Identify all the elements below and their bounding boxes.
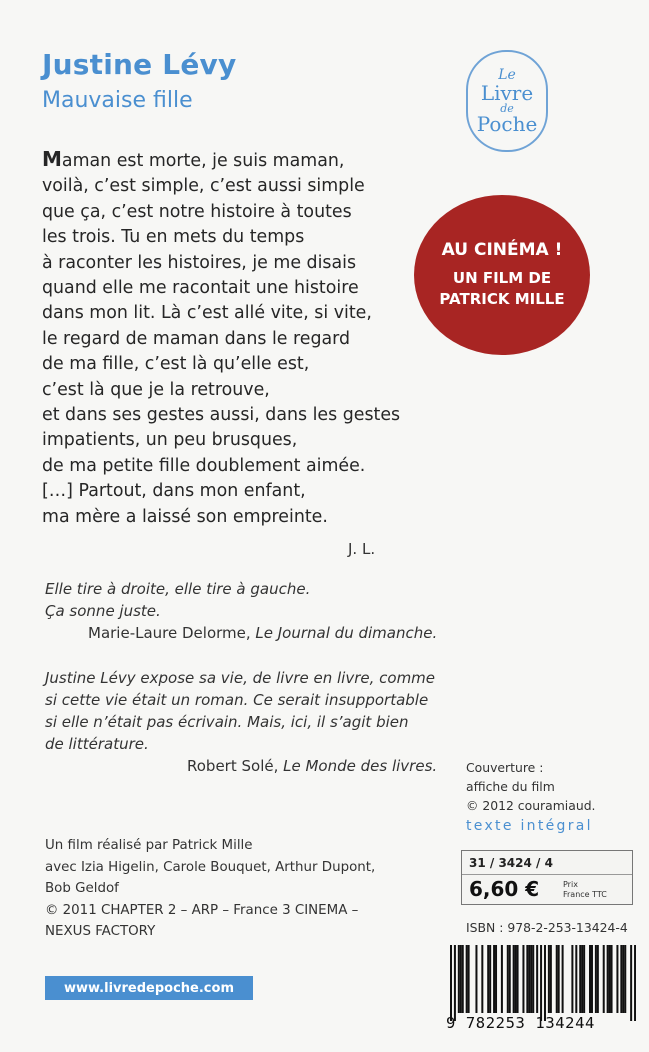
excerpt-first-line: aman est morte, je suis maman, bbox=[61, 151, 345, 171]
price-box bbox=[461, 850, 633, 905]
barcode bbox=[450, 945, 636, 1021]
barcode-bar bbox=[548, 945, 550, 1013]
review-line: Elle tire à droite, elle tire à gauche. bbox=[45, 580, 311, 598]
barcode-bar bbox=[528, 945, 530, 1013]
barcode-bar bbox=[620, 945, 622, 1013]
excerpt-line: que ça, c’est notre histoire à toutes bbox=[42, 201, 352, 222]
review-attribution bbox=[45, 622, 465, 644]
review-line: Ça sonne juste. bbox=[45, 602, 161, 620]
logo-livre: Livre bbox=[480, 81, 534, 105]
barcode-bar bbox=[532, 945, 534, 1013]
cover-credit-line: © 2012 couramiaud. bbox=[466, 798, 596, 813]
barcode-bar bbox=[526, 945, 528, 1013]
review-source: Le Monde des livres. bbox=[283, 757, 438, 775]
review-author: Robert Solé, bbox=[187, 757, 284, 775]
barcode-bar bbox=[466, 945, 468, 1013]
review-author: Marie-Laure Delorme, bbox=[88, 624, 256, 642]
excerpt-line: impatients, un peu brusques, bbox=[42, 430, 298, 451]
barcode-bar bbox=[481, 945, 483, 1013]
excerpt-line: dans mon lit. Là c’est allé vite, si vite, bbox=[42, 303, 372, 324]
barcode-bar bbox=[468, 945, 470, 1013]
credit-line: Bob Geldof bbox=[45, 881, 119, 896]
barcode-bar bbox=[450, 945, 452, 1021]
excerpt-line: c’est là que je la retrouve, bbox=[42, 379, 270, 400]
barcode-bar bbox=[540, 945, 542, 1021]
barcode-digits: 9 782253 134244 bbox=[446, 1014, 595, 1032]
excerpt-line: et dans ses gestes aussi, dans les gestes bbox=[42, 405, 401, 426]
price-divider bbox=[462, 874, 632, 875]
barcode-bar bbox=[591, 945, 593, 1013]
barcode-bar bbox=[609, 945, 611, 1013]
barcode-bar bbox=[544, 945, 546, 1021]
barcode-bar bbox=[607, 945, 609, 1013]
credit-line: © 2011 CHAPTER 2 – ARP – France 3 CINEMA – bbox=[45, 902, 359, 918]
barcode-bar bbox=[589, 945, 591, 1013]
barcode-bar bbox=[458, 945, 460, 1013]
texte-integral-label: texte intégral bbox=[466, 818, 593, 834]
review-line: Justine Lévy expose sa vie, de livre en livre, comme bbox=[45, 669, 436, 687]
review-line: si cette vie était un roman. Ce serait insupportable bbox=[45, 691, 429, 709]
barcode-bar bbox=[581, 945, 583, 1013]
price-label-2: France TTC bbox=[563, 890, 607, 899]
review-2 bbox=[45, 667, 465, 777]
badge-line-2: PATRICK MILLE bbox=[439, 290, 565, 308]
excerpt-line bbox=[42, 147, 402, 174]
cover-credit-line: Couverture : bbox=[466, 760, 544, 775]
logo-le: Le bbox=[498, 67, 516, 83]
barcode-bar bbox=[562, 945, 564, 1013]
barcode-bar bbox=[515, 945, 517, 1013]
isbn: ISBN : 978-2-253-13424-4 bbox=[466, 920, 628, 935]
excerpt-line: voilà, c’est simple, c’est aussi simple bbox=[42, 176, 365, 197]
barcode-bar bbox=[579, 945, 581, 1013]
barcode-bar bbox=[624, 945, 626, 1013]
barcode-bar bbox=[630, 945, 632, 1021]
cinema-badge bbox=[414, 195, 590, 355]
review-1 bbox=[45, 578, 465, 644]
barcode-bar bbox=[556, 945, 558, 1013]
barcode-bar bbox=[634, 945, 636, 1021]
price-label bbox=[563, 880, 607, 900]
logo-poche: Poche bbox=[476, 112, 538, 136]
excerpt-line: ma mère a laissé son empreinte. bbox=[42, 506, 328, 527]
excerpt-line: à raconter les histoires, je me disais bbox=[42, 252, 357, 273]
barcode-bar bbox=[575, 945, 577, 1013]
barcode-bar bbox=[501, 945, 503, 1013]
barcode-bar bbox=[487, 945, 489, 1013]
logo-de: de bbox=[500, 102, 514, 115]
barcode-bar bbox=[536, 945, 538, 1013]
barcode-bar bbox=[509, 945, 511, 1013]
review-line: si elle n’était pas écrivain. Mais, ici, il s’agit bien bbox=[45, 713, 409, 731]
badge-line-1: UN FILM DE bbox=[452, 269, 552, 287]
author-name: Justine Lévy bbox=[42, 48, 237, 81]
excerpt-line: les trois. Tu en mets du temps bbox=[42, 227, 305, 248]
cover-credit bbox=[466, 758, 596, 815]
credit-line: avec Izia Higelin, Carole Bouquet, Arthur Dupont, bbox=[45, 859, 376, 875]
price-label-1: Prix bbox=[563, 880, 578, 889]
barcode-bar bbox=[611, 945, 613, 1013]
barcode-bar bbox=[462, 945, 464, 1013]
barcode-bar bbox=[507, 945, 509, 1013]
excerpt-signature: J. L. bbox=[348, 540, 376, 558]
book-title: Mauvaise fille bbox=[42, 88, 193, 113]
barcode-bar bbox=[475, 945, 477, 1013]
credit-line: NEXUS FACTORY bbox=[45, 924, 156, 939]
film-credits bbox=[45, 835, 425, 943]
barcode-bar bbox=[522, 945, 524, 1013]
barcode-bar bbox=[622, 945, 624, 1013]
barcode-bar bbox=[460, 945, 462, 1013]
barcode-bar bbox=[489, 945, 491, 1013]
barcode-bar bbox=[558, 945, 560, 1013]
barcode-bar bbox=[597, 945, 599, 1013]
barcode-bar bbox=[530, 945, 532, 1013]
catalog-code: 31 / 3424 / 4 bbox=[469, 856, 553, 870]
cover-credit-line: affiche du film bbox=[466, 779, 555, 794]
excerpt-line: de ma fille, c’est là qu’elle est, bbox=[42, 354, 310, 375]
barcode-bar bbox=[517, 945, 519, 1013]
excerpt-line: de ma petite fille doublement aimée. bbox=[42, 455, 366, 476]
dropcap: M bbox=[42, 147, 62, 171]
review-source: Le Journal du dimanche. bbox=[255, 624, 438, 642]
review-attribution bbox=[45, 755, 465, 777]
excerpt bbox=[42, 147, 402, 530]
barcode-bar bbox=[513, 945, 515, 1013]
credit-line: Un film réalisé par Patrick Mille bbox=[45, 838, 253, 853]
barcode-bar bbox=[550, 945, 552, 1013]
barcode-bar bbox=[603, 945, 605, 1013]
website-link[interactable]: www.livredepoche.com bbox=[45, 976, 253, 1000]
publisher-logo bbox=[466, 50, 548, 152]
barcode-bar bbox=[493, 945, 495, 1013]
barcode-bar bbox=[616, 945, 618, 1013]
excerpt-line: le regard de maman dans le regard bbox=[42, 328, 351, 349]
barcode-bar bbox=[495, 945, 497, 1013]
barcode-bar bbox=[454, 945, 456, 1021]
price: 6,60 € bbox=[469, 877, 540, 901]
excerpt-line: […] Partout, dans mon enfant, bbox=[42, 481, 306, 502]
barcode-bar bbox=[583, 945, 585, 1013]
badge-headline: AU CINÉMA ! bbox=[441, 240, 563, 260]
excerpt-line: quand elle me racontait une histoire bbox=[42, 278, 359, 299]
barcode-bar bbox=[595, 945, 597, 1013]
barcode-bar bbox=[571, 945, 573, 1013]
review-line: de littérature. bbox=[45, 735, 149, 753]
